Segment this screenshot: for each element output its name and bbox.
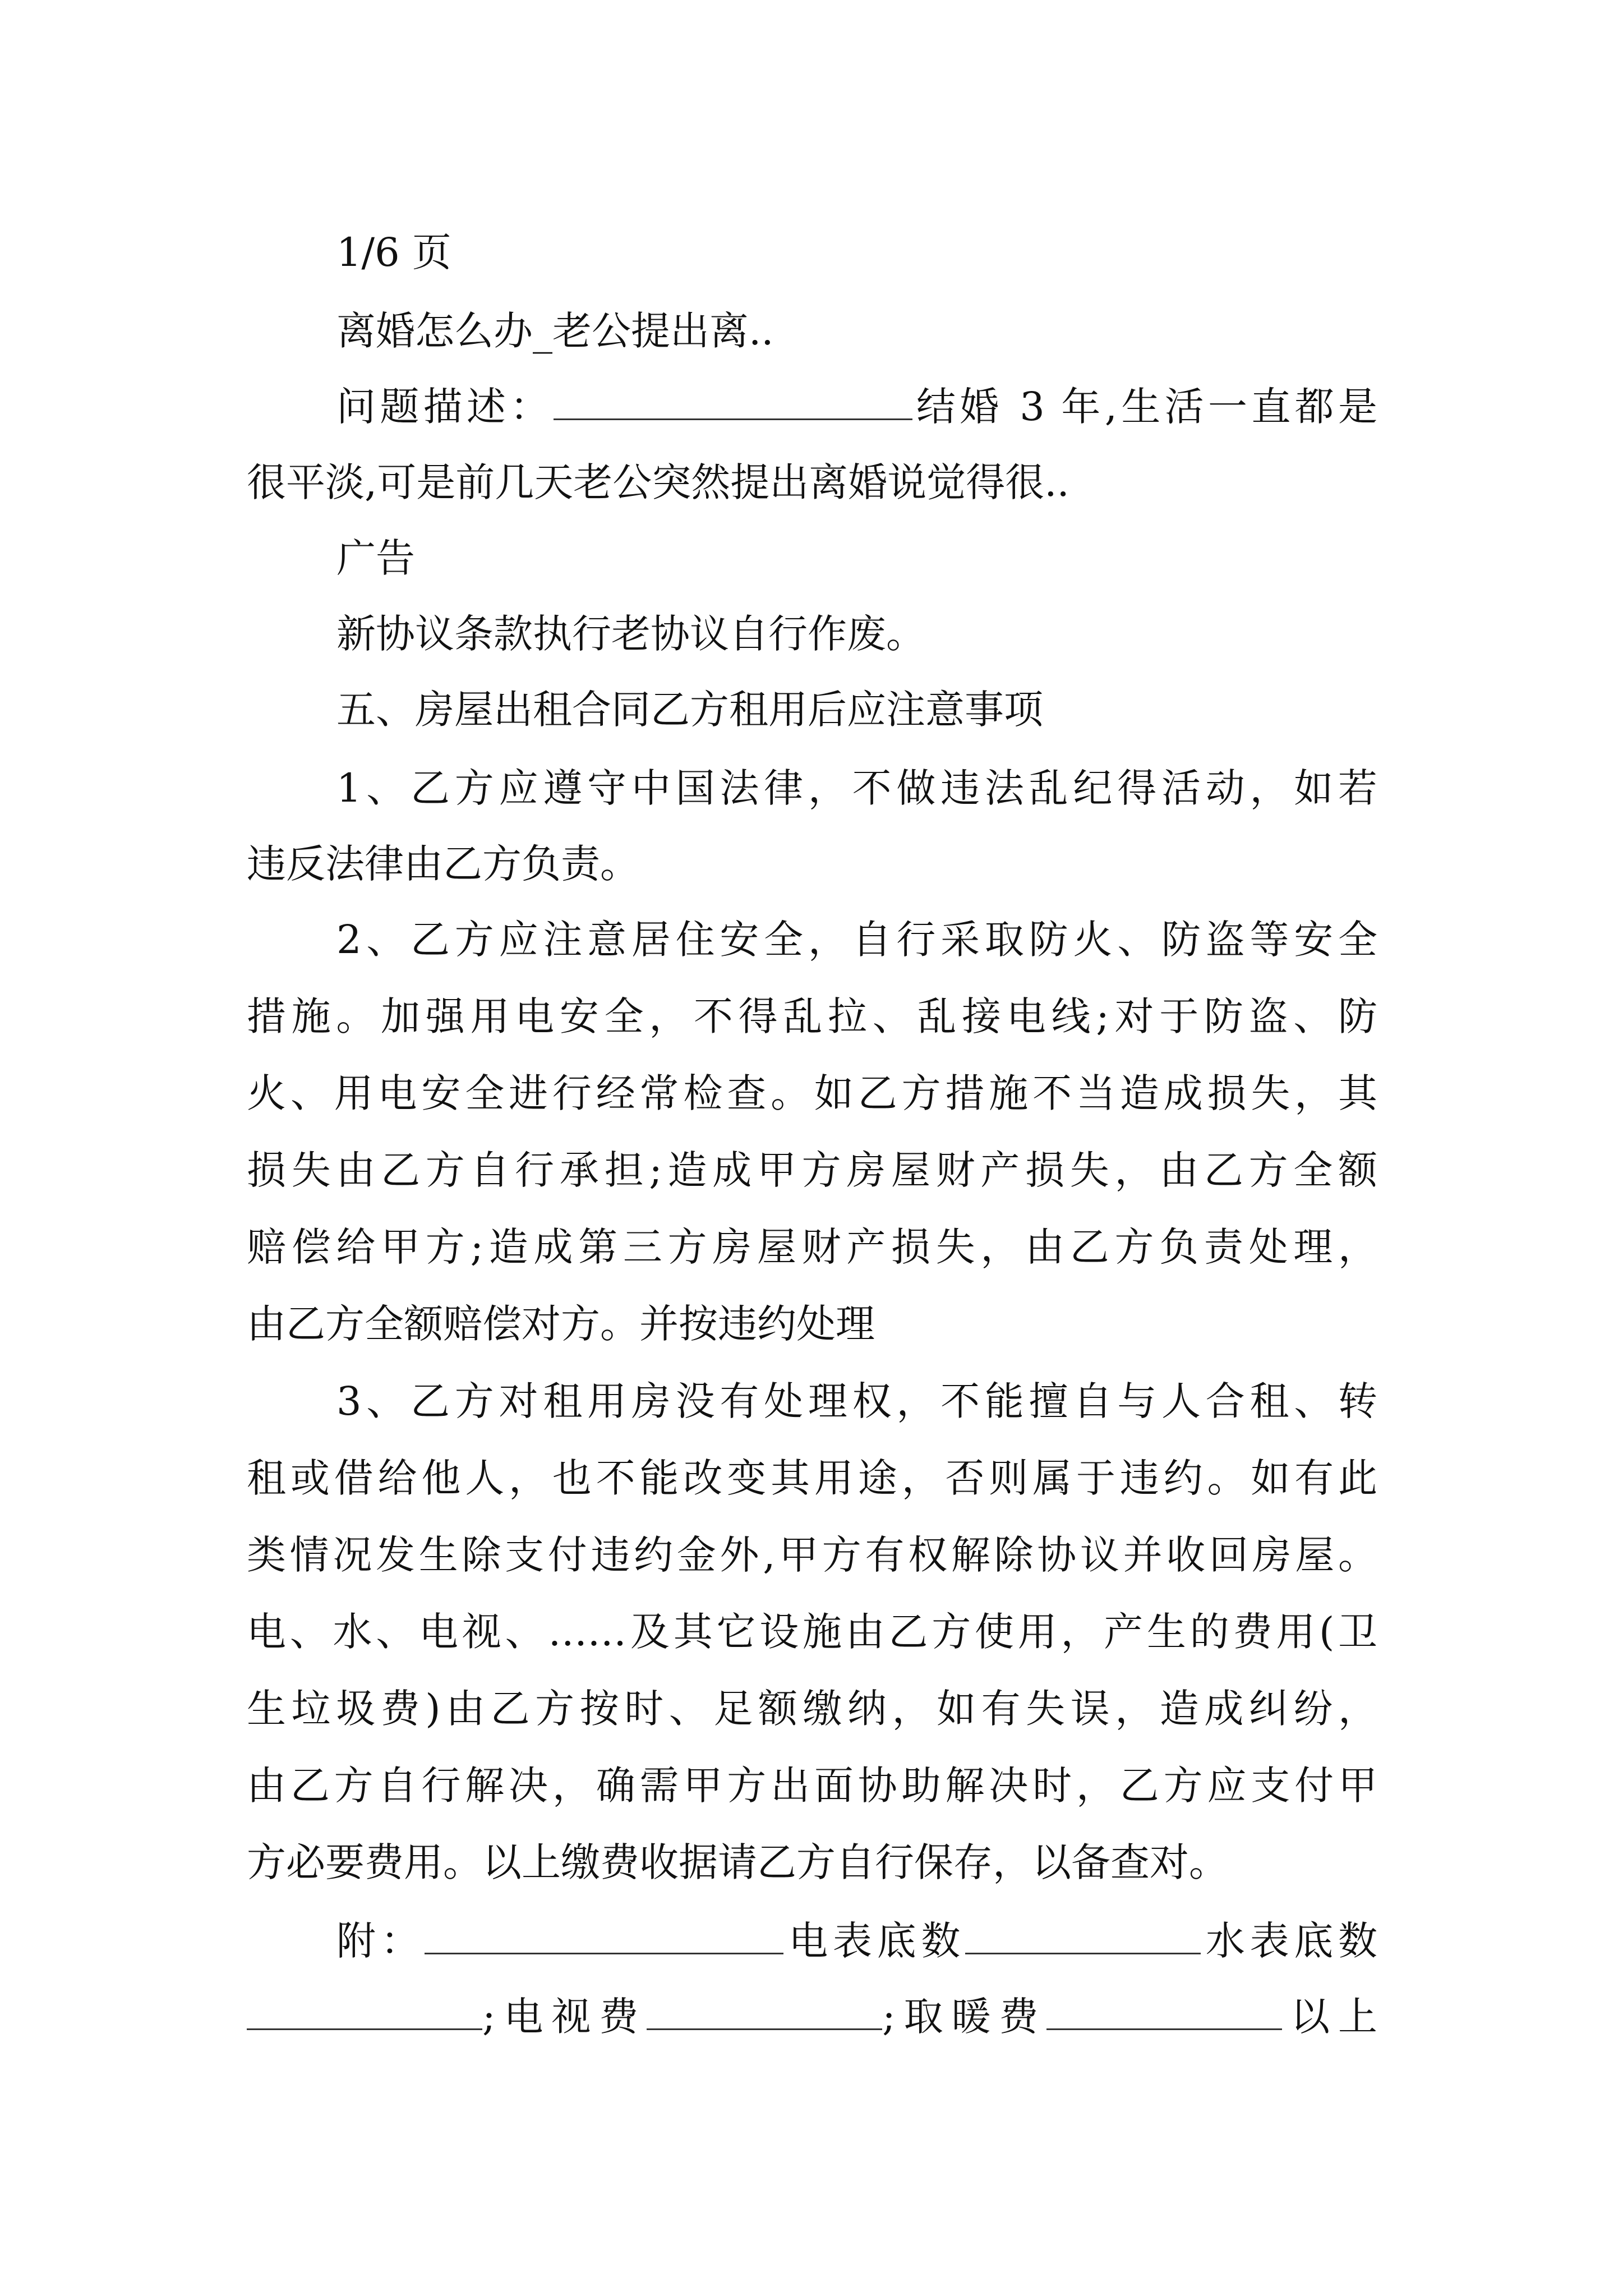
- item2-line: 由乙方全额赔偿对方。并按违约处理: [247, 1301, 875, 1347]
- water-meter-label: 水表底数: [1201, 1918, 1378, 1964]
- agreement-paragraph: 新协议条款执行老协议自行作废。: [336, 611, 925, 657]
- electric-meter-blank: [965, 1913, 1201, 1954]
- page-number: 1/6 页: [336, 229, 451, 275]
- appendix-label: 附：: [336, 1918, 425, 1964]
- question-label: 问题描述：: [336, 384, 554, 430]
- item3-line: 3、乙方对租用房没有处理权，不能擅自与人合租、转: [336, 1378, 1377, 1424]
- electric-meter-label: 电表底数: [783, 1918, 966, 1964]
- item3-line: 类情况发生除支付违约金外,甲方有权解除协议并收回房屋。: [247, 1532, 1377, 1578]
- heating-fee-label: ;取暖费: [882, 1994, 1047, 2040]
- question-blank: [554, 379, 912, 420]
- item2-line: 赔偿给甲方;造成第三方房屋财产损失，由乙方负责处理，: [247, 1224, 1377, 1270]
- item2-line: 措施。加强用电安全，不得乱拉、乱接电线;对于防盗、防: [247, 993, 1377, 1039]
- item2-line: 火、用电安全进行经常检查。如乙方措施不当造成损失，其: [247, 1070, 1377, 1116]
- ad-label: 广告: [336, 535, 415, 581]
- item1-line: 违反法律由乙方负责。: [247, 841, 639, 887]
- tv-fee-blank: [647, 1989, 882, 2030]
- item3-line: 生垃圾费)由乙方按时、足额缴纳，如有失误，造成纠纷，: [247, 1686, 1377, 1732]
- item2-line: 2、乙方应注意居住安全，自行采取防火、防盗等安全: [336, 917, 1377, 963]
- section-heading: 五、房屋出租合同乙方租用后应注意事项: [336, 687, 1043, 733]
- question-text-1: 结婚 3 年,生活一直都是: [912, 384, 1378, 430]
- tv-fee-label: ;电视费: [482, 1994, 647, 2040]
- item3-line: 电、水、电视、……及其它设施由乙方使用，产生的费用(卫: [247, 1609, 1377, 1655]
- above-text: 以上: [1282, 1994, 1377, 2040]
- appendix-line-2: [247, 1977, 1377, 2056]
- appendix-line-1: [336, 1902, 1377, 1980]
- item3-line: 方必要费用。以上缴费收据请乙方自行保存，以备查对。: [247, 1839, 1228, 1885]
- appendix-blank: [425, 1913, 783, 1954]
- question-line-2: 很平淡,可是前几天老公突然提出离婚说觉得很..: [247, 459, 1069, 505]
- question-line-1: [336, 367, 1377, 446]
- item2-line: 损失由乙方自行承担;造成甲方房屋财产损失，由乙方全额: [247, 1147, 1377, 1193]
- item3-line: 由乙方自行解决，确需甲方出面协助解决时，乙方应支付甲: [247, 1763, 1377, 1809]
- heating-fee-blank: [1046, 1989, 1282, 2030]
- item1-line: 1、乙方应遵守中国法律，不做违法乱纪得活动，如若: [336, 765, 1377, 811]
- doc-title: 离婚怎么办_老公提出离..: [336, 308, 774, 354]
- item3-line: 租或借给他人，也不能改变其用途，否则属于违约。如有此: [247, 1455, 1377, 1501]
- water-meter-blank: [247, 1989, 482, 2030]
